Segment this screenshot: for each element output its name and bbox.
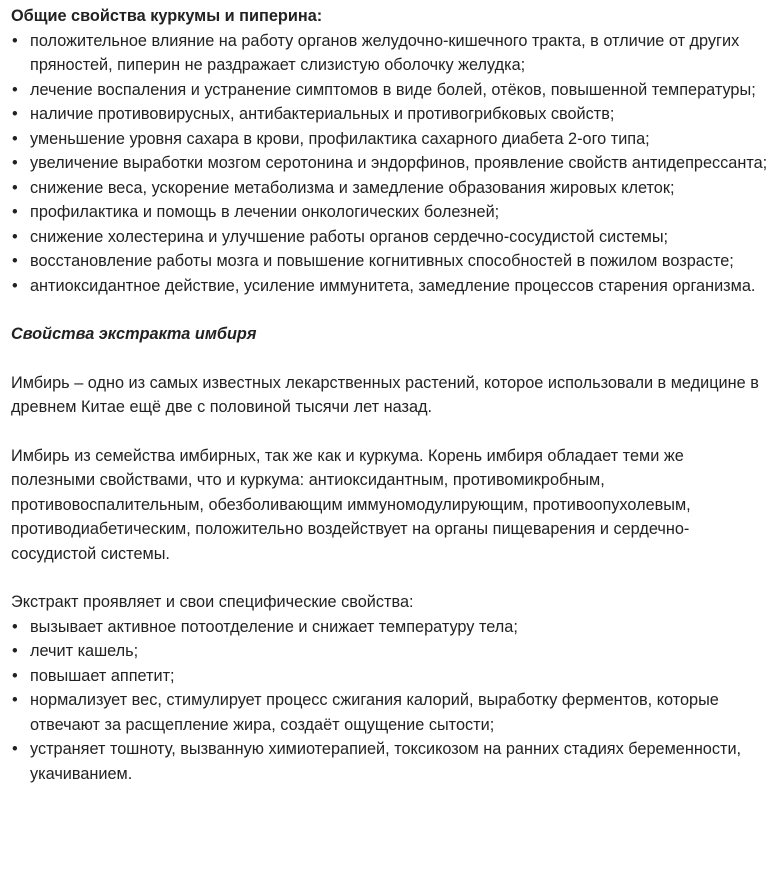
list-item: • профилактика и помощь в лечении онкологических болезней; [11,200,770,225]
list-item: • восстановление работы мозга и повышение когнитивных способностей в пожилом возрасте; [11,249,770,274]
list-item: • лечение воспаления и устранение симптомов в виде болей, отёков, повышенной температуры; [11,78,770,103]
list-item: • нормализует вес, стимулирует процесс сжигания калорий, выработку ферментов, которые отвечают за расщепление жира, создаёт ощущение сытости; [11,688,770,737]
list-item: • лечит кашель; [11,639,770,664]
list-item: • повышает аппетит; [11,664,770,689]
list-item: • увеличение выработки мозгом серотонина и эндорфинов, проявление свойств антидепрессанта; [11,151,770,176]
list-item: • снижение холестерина и улучшение работы органов сердечно-сосудистой системы; [11,225,770,250]
spacer [11,420,770,444]
list-item: • вызывает активное потоотделение и снижает температуру тела; [11,615,770,640]
list-item: • снижение веса, ускорение метаболизма и замедление образования жировых клеток; [11,176,770,201]
section-heading-turmeric-piperine: Общие свойства куркумы и пиперина: [11,7,323,25]
ginger-intro-paragraph: Имбирь – одно из самых известных лекарственных растений, которое использовали в медицине в древнем Китае ещё две с половиной тысячи лет назад. [11,373,759,416]
spacer [11,566,770,590]
list-item: • положительное влияние на работу органов желудочно-кишечного тракта, в отличие от других пряностей, пиперин не раздражает слизистую оболочку желудка; [11,29,770,78]
list-item: • устраняет тошноту, вызванную химиотерапией, токсикозом на ранних стадиях беременности, укачиванием. [11,737,770,786]
list-item: • уменьшение уровня сахара в крови, профилактика сахарного диабета 2-ого типа; [11,127,770,152]
turmeric-properties-list [11,29,770,299]
list-item: • антиоксидантное действие, усиление иммунитета, замедление процессов старения организма. [11,274,770,299]
extract-intro-text: Экстракт проявляет и свои специфические свойства: [11,593,414,611]
list-item: • наличие противовирусных, антибактериальных и противогрибковых свойств; [11,102,770,127]
ginger-properties-list [11,615,770,787]
spacer [11,347,770,371]
ginger-properties-paragraph: Имбирь из семейства имбирных, так же как и куркума. Корень имбиря обладает теми же полезными свойствами, что и куркума: антиоксидантным, противомикробным, противовоспалительным, обезболивающим иммуномодулирующим, противоопухолевым, противодиабетическим, положительно воздействует на органы пищеварения и сердечно-сосудистой системы. [11,446,691,563]
spacer [11,298,770,322]
section-heading-ginger: Свойства экстракта имбиря [11,325,257,343]
